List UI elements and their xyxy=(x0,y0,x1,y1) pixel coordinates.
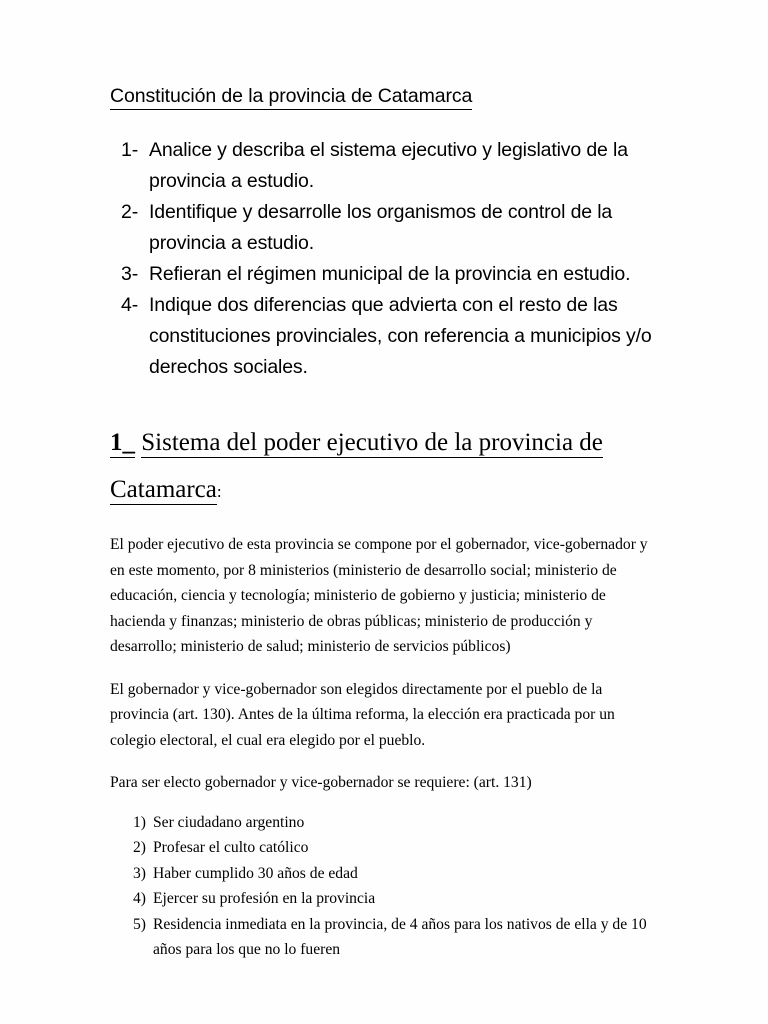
task-text: Identifique y desarrolle los organismos de control de la provincia a estudio. xyxy=(149,201,613,254)
requirement-text: Residencia inmediata en la provincia, de 4 años para los nativos de ella y de 10 años para los que no lo fueren xyxy=(153,915,647,958)
paragraph-election: El gobernador y vice-gobernador son elegidos directamente por el pueblo de la provincia (art. 130). Antes de la última reforma, la elección era practicada por un colegio electoral, el cual era elegido por el pueblo. xyxy=(110,680,615,749)
requirement-text: Haber cumplido 30 años de edad xyxy=(153,864,358,882)
paragraph-executive-composition: El poder ejecutivo de esta provincia se compone por el gobernador, vice-gobernador y en este momento, por 8 ministerios (ministerio de desarrollo social; ministerio de educación, ciencia y tecnología; ministerio de gobierno y justicia; ministerio de hacienda y finanzas; ministerio de obras públicas; ministerio de producción y desarrollo; ministerio de salud; ministerio de servicios públicos) xyxy=(110,536,648,655)
paragraph-requirements-intro: Para ser electo gobernador y vice-gobernador se requiere: (art. 131) xyxy=(110,774,532,791)
task-marker: 4- xyxy=(121,294,139,316)
task-list-item xyxy=(110,197,662,259)
section-heading xyxy=(110,383,662,515)
page-title xyxy=(110,0,662,108)
requirement-marker: 5) xyxy=(133,915,146,933)
requirement-text: Profesar el culto católico xyxy=(153,839,309,856)
requirements-list xyxy=(110,796,662,963)
requirement-marker: 2) xyxy=(133,839,146,856)
list-item xyxy=(110,835,662,861)
requirement-marker: 3) xyxy=(133,864,146,882)
task-list xyxy=(110,108,662,383)
task-list-item xyxy=(110,259,662,290)
list-item xyxy=(110,810,662,836)
task-text: Analice y describa el sistema ejecutivo y legislativo de la provincia a estudio. xyxy=(149,139,628,192)
task-text: Indique dos diferencias que advierta con el resto de las constituciones provinciales, con referencia a municipios y/o derechos sociales. xyxy=(149,294,652,378)
section-heading-number: 1_ xyxy=(110,429,135,456)
requirement-marker: 4) xyxy=(133,890,146,907)
task-marker: 2- xyxy=(121,201,139,223)
section-heading-colon: : xyxy=(216,482,222,501)
requirement-marker: 1) xyxy=(133,813,146,831)
task-marker: 3- xyxy=(121,263,139,285)
document-content xyxy=(110,0,662,963)
requirement-text: Ejercer su profesión en la provincia xyxy=(153,890,376,907)
task-text: Refieran el régimen municipal de la provincia en estudio. xyxy=(149,263,631,285)
section-heading-text: Sistema del poder ejecutivo de la provincia de Catamarca xyxy=(110,429,603,503)
task-list-item xyxy=(110,290,662,383)
task-marker: 1- xyxy=(121,139,139,161)
list-item xyxy=(110,912,662,963)
list-item xyxy=(110,861,662,887)
task-list-item xyxy=(110,135,662,197)
list-item xyxy=(110,886,662,912)
page-title-text: Constitución de la provincia de Catamarca xyxy=(110,85,472,110)
requirement-text: Ser ciudadano argentino xyxy=(153,813,305,831)
